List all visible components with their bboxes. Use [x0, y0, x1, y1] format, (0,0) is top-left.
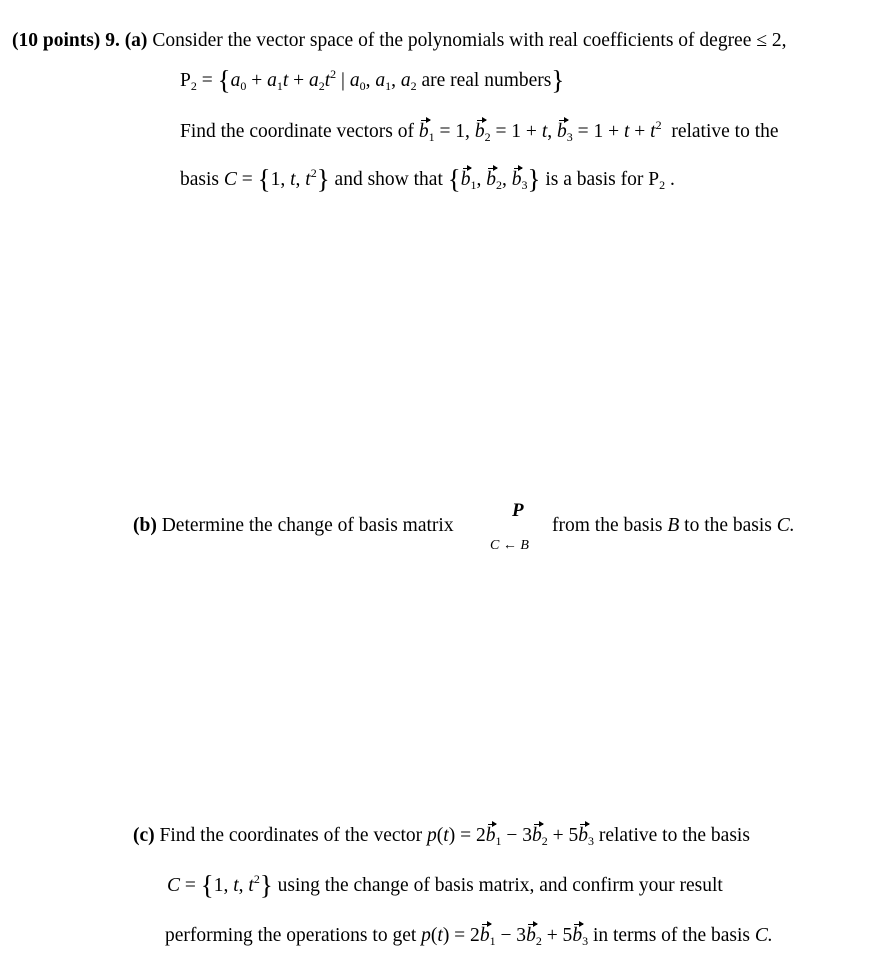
- part-a-line-3: Find the coordinate vectors of $b_1 = 1$, $b_2 = 1 + t$, $b_3 = 1 + t + t^2$ relative to the: [180, 118, 779, 144]
- part-c-label: (c): [133, 825, 155, 846]
- points-label: (10 points): [12, 30, 101, 51]
- part-c-line-2: C = {1, t, $t^2$} using the change of basis matrix, and confirm your result: [167, 870, 723, 900]
- part-b-line-end: from the basis B to the basis C.: [552, 515, 795, 536]
- change-of-basis-symbol: P: [512, 500, 524, 521]
- part-b-line: [133, 516, 454, 536]
- part-b-label: (b): [133, 515, 157, 536]
- problem-number: 9.: [105, 30, 120, 51]
- part-b-text: Determine the change of basis matrix: [161, 515, 454, 536]
- part-c-line-1: (c) Find the coordinates of the vector $p(t) = 2b_1 - 3b_2 + 5b_3$ relative to the basis: [133, 825, 750, 848]
- part-a-line-1: [12, 31, 786, 51]
- p2-definition: $P_2 = \{a_0 + a_1t + a_2t^2$ | $a_0$, $a_1$, $a_2$ are real numbers}: [180, 65, 565, 95]
- find-text: Find the coordinate vectors of: [180, 121, 414, 142]
- part-a-line-4: basis C = {1, t, $t^2$} and show that {$b_1$, $b_2$, $b_3$} is a basis for $P_2$ .: [180, 164, 675, 194]
- part-a-label: (a): [124, 30, 148, 51]
- part-c-line-3: performing the operations to get $p(t) = 2b_1 - 3b_2 + 5b_3$ in terms of the basis C.: [165, 925, 773, 948]
- real-numbers-text: are real numbers: [421, 70, 552, 91]
- change-of-basis-subscript: C ← B: [490, 538, 529, 553]
- relative-to-text: relative to the: [671, 121, 779, 142]
- part-a-intro: Consider the vector space of the polynomials with real coefficients of degree ≤ 2,: [152, 30, 787, 51]
